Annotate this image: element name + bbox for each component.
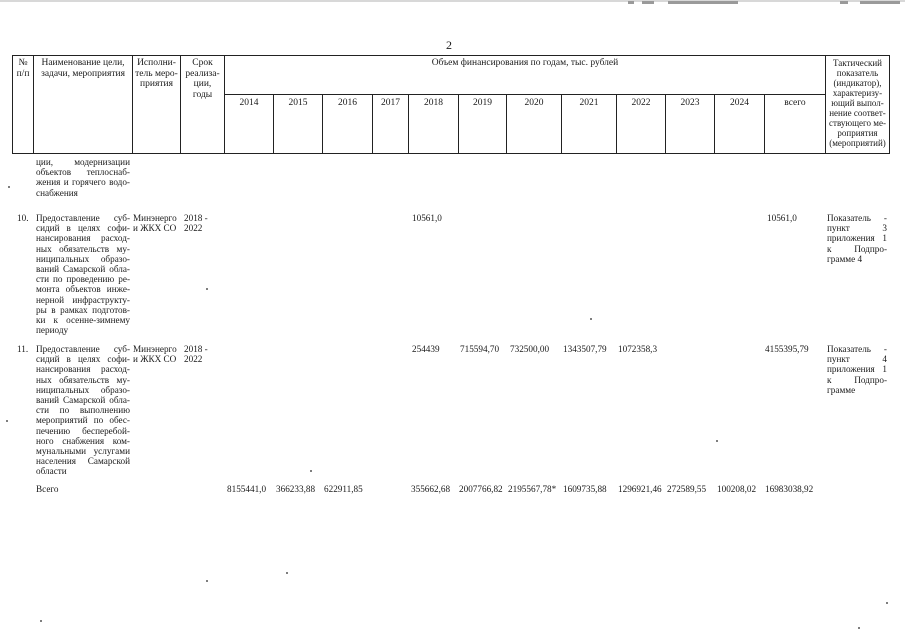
header-indicator: Тактический показатель (индикатор), характеризу-ющий выпол-нение соответ-ствующего ме-роприятия (мероприятий)	[825, 55, 890, 154]
total-2016: 622911,85	[324, 484, 363, 494]
total-2019: 2007766,82	[459, 484, 503, 494]
total-2018: 355662,68	[411, 484, 451, 494]
total-2015: 366233,88	[276, 484, 316, 494]
total-label: Всего	[36, 484, 59, 494]
total-2023: 272589,55	[667, 484, 707, 494]
year-total: всего	[764, 94, 826, 154]
total-2021: 1609735,88	[563, 484, 607, 494]
year-2019: 2019	[458, 94, 507, 154]
row-value-2020: 732500,00	[510, 344, 550, 354]
row-value-2019: 715594,70	[460, 344, 500, 354]
header-period: Срок реализа-ции, годы	[180, 55, 225, 154]
year-2024: 2024	[714, 94, 765, 154]
total-2014: 8155441,0	[227, 484, 267, 494]
row-number: 10.	[17, 213, 29, 223]
row-value-2021: 1343507,79	[563, 344, 607, 354]
row-number: 11.	[17, 344, 29, 354]
total-2024: 100208,02	[717, 484, 757, 494]
header-name: Наименование цели, задачи, мероприятия	[33, 55, 133, 154]
header-num: № п/п	[12, 55, 34, 154]
row-value-2018: 10561,0	[412, 213, 442, 223]
row-indicator: Показатель - пункт 4 приложения 1 к Подпро-грамме	[827, 344, 887, 395]
year-2018: 2018	[408, 94, 459, 154]
year-2020: 2020	[506, 94, 562, 154]
row-name: Предоставление суб-сидий в целях софи-нансирования расход-ных обязательств му-ниципальных образо-ваний Самарской обла-сти по проведению ре-монта объектов инже-нерной инфраструкту-ры в рамках подготов-ки к осенне-зимнему периоду	[36, 213, 130, 336]
year-2021: 2021	[561, 94, 617, 154]
page-number: 2	[446, 38, 452, 52]
row-period: 2018 - 2022	[184, 213, 208, 234]
continuation-text: ции, модернизации объектов теплоснаб-жения и горячего водо-снабжения	[36, 157, 130, 198]
row-value-2018: 254439	[412, 344, 440, 354]
year-2015: 2015	[273, 94, 323, 154]
year-2023: 2023	[665, 94, 715, 154]
year-2017: 2017	[372, 94, 409, 154]
row-value-total: 4155395,79	[765, 344, 809, 354]
row-executor: Минэнерго и ЖКХ СО	[133, 344, 177, 365]
row-indicator: Показатель - пункт 3 приложения 1 к Подпро-грамме 4	[827, 213, 887, 264]
header-executor: Исполни-тель меро-приятия	[132, 55, 181, 154]
year-2022: 2022	[616, 94, 666, 154]
scan-top-marks	[620, 0, 905, 6]
row-value-2022: 1072358,3	[618, 344, 658, 354]
row-executor: Минэнерго и ЖКХ СО	[133, 213, 177, 234]
total-2022: 1296921,46	[618, 484, 662, 494]
total-all: 16983038,92	[765, 484, 814, 494]
row-period: 2018 - 2022	[184, 344, 208, 365]
header-finance: Объем финансирования по годам, тыс. рублей	[224, 55, 826, 95]
year-2014: 2014	[224, 94, 274, 154]
row-name: Предоставление суб-сидий в целях софи-нансирования расход-ных обязательств му-ниципальных образо-ваний Самарской обла-сти по выполнению мероприятий по обес-печению бесперебой-ного снабжения ком-мунальными услугами населения Самарской области	[36, 344, 130, 477]
row-value-total: 10561,0	[767, 213, 797, 223]
total-2020: 2195567,78*	[508, 484, 557, 494]
year-2016: 2016	[322, 94, 373, 154]
